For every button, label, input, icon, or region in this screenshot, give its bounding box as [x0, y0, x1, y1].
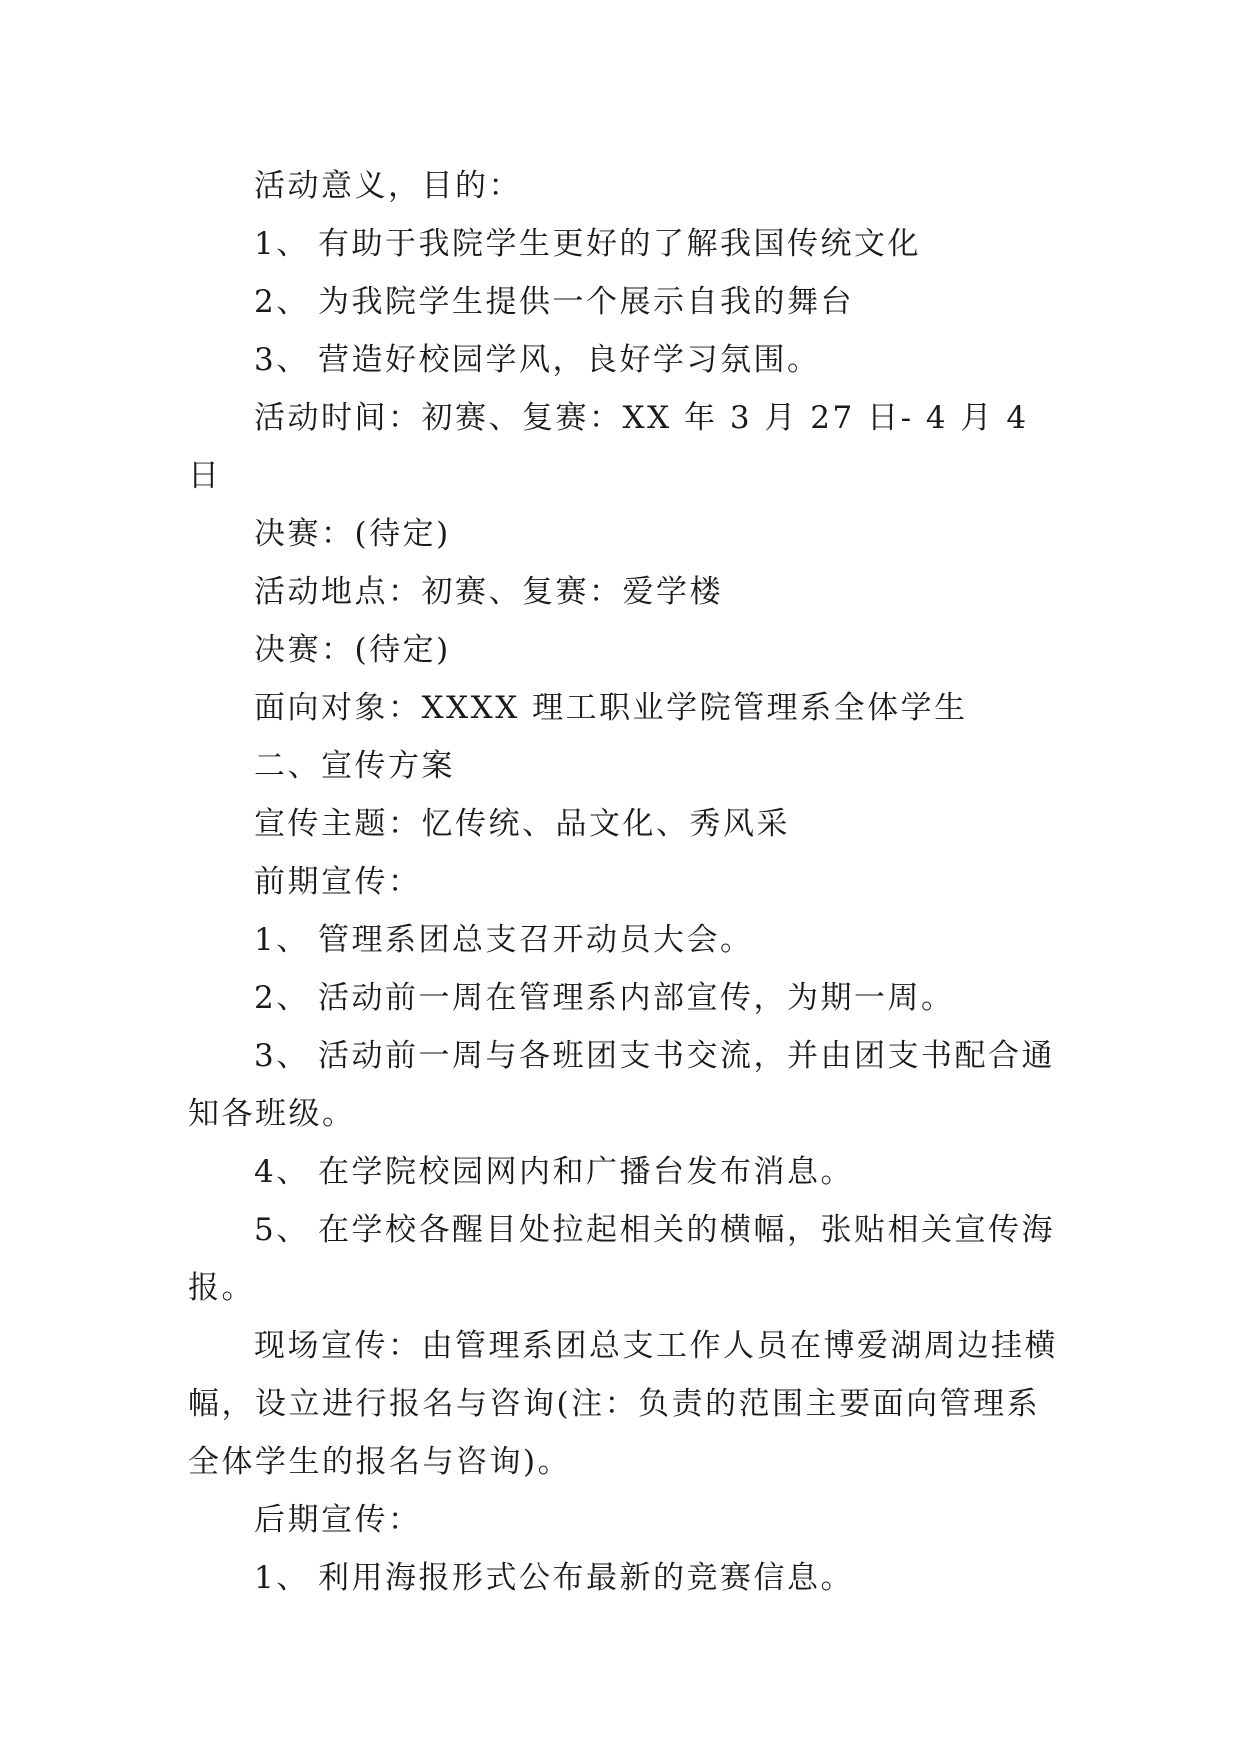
- list-item: 3、 营造好校园学风，良好学习氛围。: [188, 331, 1058, 389]
- paragraph-onsite-publicity: 现场宣传：由管理系团总支工作人员在博爱湖周边挂横幅，设立进行报名与咨询(注：负责的范围主要面向管理系全体学生的报名与咨询)。: [188, 1328, 1058, 1480]
- paragraph-purpose-heading: 活动意义，目的：: [254, 168, 522, 204]
- list-item: 5、 在学校各醒目处拉起相关的横幅，张贴相关宣传海报。: [188, 1201, 1058, 1317]
- paragraph-early-publicity: 前期宣传：: [254, 864, 422, 900]
- list-item: 2、 活动前一周在管理系内部宣传，为期一周。: [188, 969, 1058, 1027]
- paragraph-activity-location: 活动地点：初赛、复赛：爱学楼: [254, 574, 723, 610]
- document-body: [188, 157, 1058, 1607]
- section-heading-publicity: 二、宣传方案: [254, 748, 455, 784]
- list-number: 1、: [254, 226, 310, 262]
- list-number: 3、: [254, 342, 310, 378]
- paragraph-audience: 面向对象：XXXX 理工职业学院管理系全体学生: [254, 690, 968, 726]
- paragraph-later-publicity: 后期宣传：: [254, 1502, 422, 1538]
- list-item: 4、 在学院校园网内和广播台发布消息。: [188, 1143, 1058, 1201]
- list-item: 1、 管理系团总支召开动员大会。: [188, 911, 1058, 969]
- paragraph-publicity-theme: 宣传主题：忆传统、品文化、秀风采: [254, 806, 790, 842]
- list-number: 2、: [254, 980, 310, 1016]
- list-item: 1、 有助于我院学生更好的了解我国传统文化: [188, 215, 1058, 273]
- paragraph-final-time: 决赛：(待定): [254, 516, 451, 552]
- list-number: 4、: [254, 1154, 310, 1190]
- list-number: 2、: [254, 284, 310, 320]
- list-item: 1、 利用海报形式公布最新的竞赛信息。: [188, 1549, 1058, 1607]
- list-number: 5、: [254, 1212, 310, 1248]
- list-item: 2、 为我院学生提供一个展示自我的舞台: [188, 273, 1058, 331]
- list-number: 1、: [254, 1560, 310, 1596]
- list-number: 3、: [254, 1038, 310, 1074]
- list-number: 1、: [254, 922, 310, 958]
- list-item: 3、 活动前一周与各班团支书交流，并由团支书配合通知各班级。: [188, 1027, 1058, 1143]
- paragraph-final-location: 决赛：(待定): [254, 632, 451, 668]
- paragraph-activity-time: 活动时间：初赛、复赛：XX 年 3 月 27 日- 4 月 4 日: [188, 400, 1029, 494]
